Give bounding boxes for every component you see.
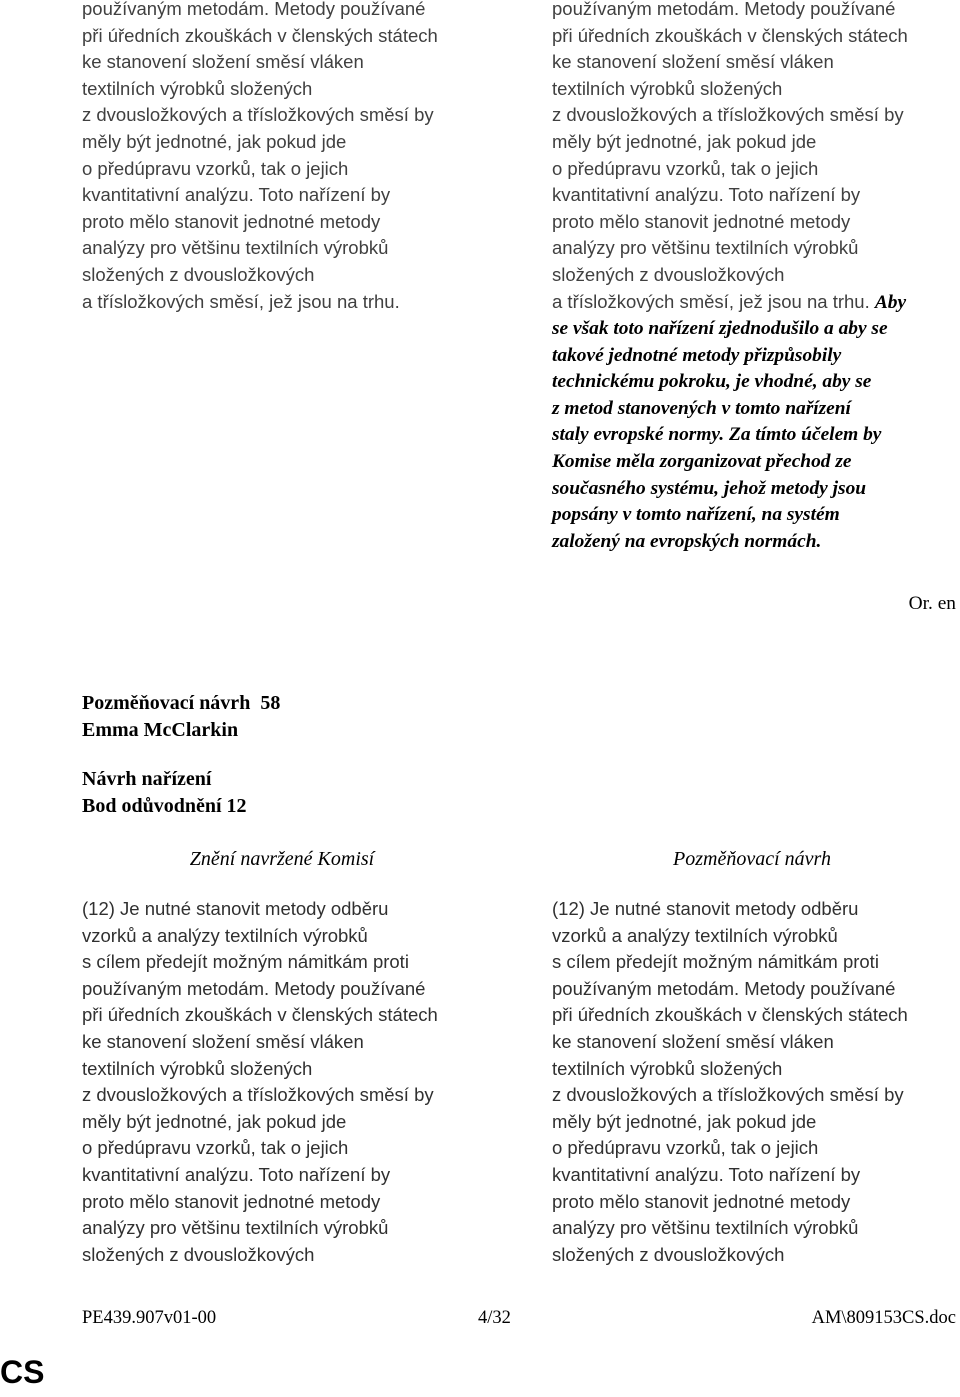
right-mixed-plain: a třísložkových směsí, jež jsou na trhu. [552, 291, 875, 312]
text-line: při úředních zkouškách v členských státech [552, 24, 908, 46]
text-line: při úředních zkouškách v členských státech [552, 1004, 908, 1026]
language-code: CS [0, 1354, 45, 1390]
original-language: Or. en [908, 593, 956, 614]
text-line: měly být jednotné, jak pokud jde [552, 1110, 817, 1132]
text-line: analýzy pro většinu textilních výrobků [82, 1217, 389, 1239]
text-line: o předúpravu vzorků, tak o jejich [82, 157, 349, 179]
text-line: (12) Je nutné stanovit metody odběru [552, 898, 859, 919]
text-line: při úředních zkouškách v členských státech [82, 24, 438, 46]
text-line: ke stanovení složení směsí vláken [82, 51, 364, 73]
proposal-title: Návrh nařízení [82, 768, 212, 790]
proposal-heading [82, 766, 247, 819]
amendment-heading [82, 690, 280, 743]
text-line: ke stanovení složení směsí vláken [552, 1031, 834, 1052]
text-line: o předúpravu vzorků, tak o jejich [552, 157, 819, 179]
text-line: z dvousložkových a třísložkových směsí by [82, 104, 434, 126]
text-line: textilních výrobků složených [82, 77, 313, 99]
text-line: textilních výrobků složených [552, 1057, 783, 1079]
text-line: měly být jednotné, jak pokud jde [552, 131, 817, 152]
column-header-amendment: Pozměňovací návrh [673, 848, 831, 870]
text-line: používaným metodám. Metody používané [552, 0, 896, 19]
amendment-number: 58 [260, 692, 281, 714]
text-line: při úředních zkouškách v členských státech [82, 1004, 438, 1026]
text-line: vzorků a analýzy textilních výrobků [552, 924, 838, 946]
footer-page-number: 4/32 [478, 1308, 511, 1328]
text-line: a třísložkových směsí, jež jsou na trhu. [82, 290, 400, 312]
added-text-line: současného systému, jehož metody jsou [552, 477, 867, 499]
text-line: kvantitativní analýzu. Toto nařízení by [82, 184, 391, 206]
text-line: složených z dvousložkových [552, 264, 785, 285]
text-line: používaným metodám. Metody používané [552, 977, 896, 999]
added-text-line: takové jednotné metody přizpůsobily [552, 344, 842, 366]
added-text-line: staly evropské normy. Za tímto účelem by [552, 424, 882, 446]
added-text-line: z metod stanovených v tomto nařízení [552, 397, 851, 419]
text-line: složených z dvousložkových [82, 264, 315, 285]
text-line: z dvousložkových a třísložkových směsí by [552, 1084, 904, 1106]
text-line: analýzy pro většinu textilních výrobků [552, 237, 859, 259]
text-line: proto mělo stanovit jednotné metody [552, 1190, 851, 1212]
added-text-line: založený na evropských normách. [552, 530, 822, 552]
text-line: proto mělo stanovit jednotné metody [82, 210, 381, 232]
text-line: s cílem předejít možným námitkám proti [552, 951, 879, 973]
text-line: měly být jednotné, jak pokud jde [82, 1110, 347, 1132]
text-line: měly být jednotné, jak pokud jde [82, 131, 347, 152]
column-header-commission: Znění navržené Komisí [189, 848, 375, 870]
text-line: kvantitativní analýzu. Toto nařízení by [82, 1164, 391, 1185]
text-line: s cílem předejít možným námitkám proti [82, 951, 409, 973]
text-line: (12) Je nutné stanovit metody odběru [82, 898, 389, 919]
recital-title: Bod odůvodnění 12 [82, 794, 247, 817]
added-text-line: Komise měla zorganizovat přechod ze [552, 451, 852, 472]
text-line: používaným metodám. Metody používané [82, 977, 426, 999]
added-text-line: popsány v tomto nařízení, na systém [552, 504, 840, 526]
footer-doc-ref: PE439.907v01-00 [82, 1308, 217, 1328]
text-line: ke stanovení složení směsí vláken [82, 1031, 364, 1052]
text-line: o předúpravu vzorků, tak o jejich [82, 1137, 349, 1159]
text-line: proto mělo stanovit jednotné metody [82, 1190, 381, 1212]
text-line: používaným metodám. Metody používané [82, 0, 426, 19]
text-line: o předúpravu vzorků, tak o jejich [552, 1137, 819, 1159]
added-text-line: se však toto nařízení zjednodušilo a aby se [552, 318, 888, 339]
text-line: analýzy pro většinu textilních výrobků [82, 237, 389, 259]
text-line: kvantitativní analýzu. Toto nařízení by [552, 1164, 861, 1185]
added-text-line: technickému pokroku, je vhodné, aby se [552, 371, 872, 393]
text-line: z dvousložkových a třísložkových směsí by [552, 104, 904, 126]
right-mixed-line [552, 289, 906, 317]
text-line: kvantitativní analýzu. Toto nařízení by [552, 184, 861, 206]
text-line: složených z dvousložkových [552, 1243, 785, 1265]
amendment-label: Pozměňovací návrh [82, 692, 251, 714]
footer-file-name: AM\809153CS.doc [811, 1308, 956, 1328]
text-line: složených z dvousložkových [82, 1243, 315, 1265]
text-line: analýzy pro většinu textilních výrobků [552, 1217, 859, 1239]
text-line: textilních výrobků složených [82, 1057, 313, 1079]
text-line: z dvousložkových a třísložkových směsí by [82, 1084, 434, 1106]
text-line: textilních výrobků složených [552, 77, 783, 99]
text-line: ke stanovení složení směsí vláken [552, 51, 834, 73]
text-line: vzorků a analýzy textilních výrobků [82, 924, 368, 946]
amendment-author: Emma McClarkin [82, 718, 239, 741]
text-line: proto mělo stanovit jednotné metody [552, 210, 851, 232]
right-mixed-bold: Aby [874, 292, 907, 313]
